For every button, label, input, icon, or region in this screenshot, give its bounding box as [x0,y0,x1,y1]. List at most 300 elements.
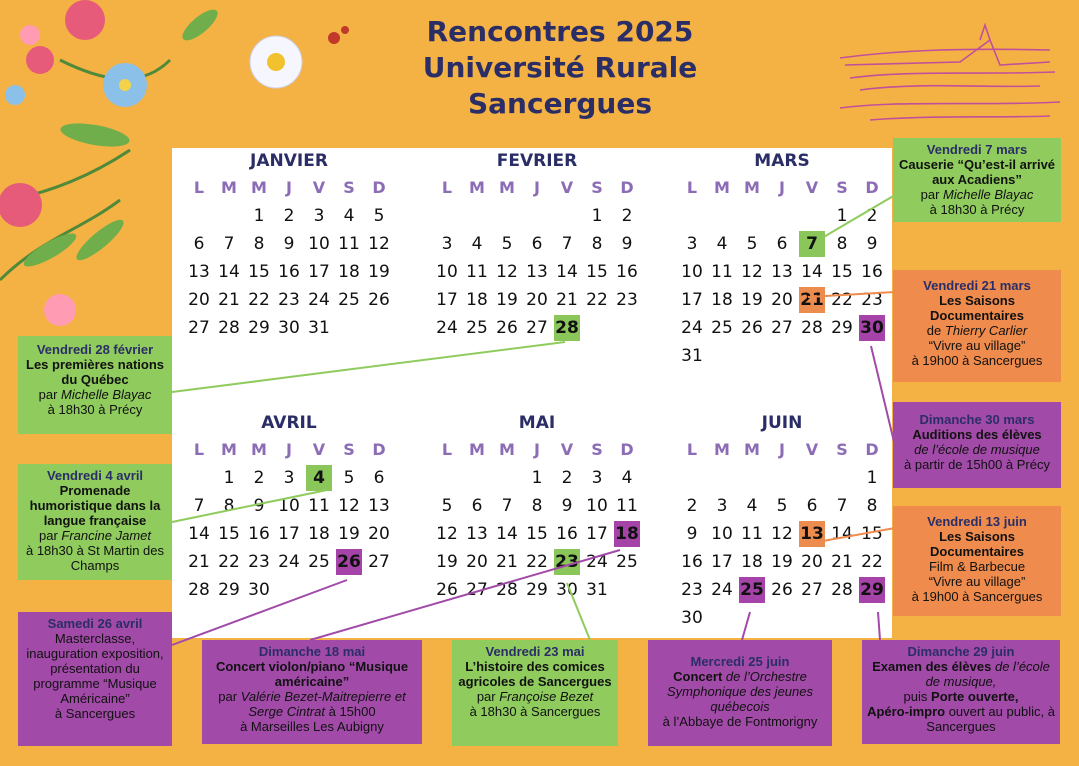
day-cell: 30 [248,580,270,600]
day-cell: 29 [248,318,270,338]
day-cell: 30 [681,608,703,628]
day-cell: 26 [741,318,763,338]
day-cell: 26 [436,580,458,600]
day-cell-event: 7 [799,231,825,257]
event-title: L’histoire des comices agricoles de Sancergues [458,659,612,689]
day-cell: 4 [471,234,483,254]
event-date: Vendredi 7 mars [926,142,1028,157]
day-cell: 22 [586,290,608,310]
day-cell: 28 [831,580,853,600]
event-title: Concert violon/piano “Musique américaine” [215,659,409,689]
weekday-label: S [836,440,848,459]
day-cell: 17 [308,262,330,282]
event-apero: Apéro-impro [867,704,946,719]
event-apr4 [18,464,172,580]
connector-jun29 [878,612,880,640]
weekday-label: J [779,440,785,459]
day-cell: 4 [746,496,758,516]
event-title: Les Saisons Documentaires [930,529,1024,559]
weekday-label: S [343,440,355,459]
day-cell: 9 [283,234,295,254]
day-cell: 15 [586,262,608,282]
day-cell: 13 [526,262,548,282]
event-by: par [920,187,940,202]
connector-mar30 [871,346,895,446]
day-cell: 8 [253,234,265,254]
event-where: à l’Abbaye de Fontmorigny [662,714,818,729]
day-cell: 19 [496,290,518,310]
day-cell: 1 [531,468,543,488]
day-cell: 25 [616,552,638,572]
weekday-label: M [499,178,515,197]
day-cell: 30 [556,580,578,600]
day-cell: 31 [681,346,703,366]
day-cell: 10 [308,234,330,254]
day-cell: 19 [436,552,458,572]
day-cell: 13 [188,262,210,282]
month-name: AVRIL [261,413,317,433]
day-cell: 11 [741,524,763,544]
day-cell: 8 [223,496,235,516]
day-cell: 12 [338,496,360,516]
weekday-label: M [221,440,237,459]
day-cell: 25 [308,552,330,572]
event-date: Vendredi 13 juin [927,514,1027,529]
day-cell: 21 [218,290,240,310]
day-cell: 19 [368,262,390,282]
event-date: Dimanche 30 mars [919,412,1035,427]
day-cell: 19 [338,524,360,544]
event-film: “Vivre au village” [928,574,1026,589]
day-cell: 24 [711,580,733,600]
day-cell: 18 [711,290,733,310]
connector-mar21 [808,292,895,297]
event-where: à 19h00 à Sancergues [911,353,1043,368]
day-cell: 23 [861,290,883,310]
event-title: Les premières nations du Québec [26,357,164,387]
day-cell: 27 [771,318,793,338]
weekday-label: V [560,178,574,197]
day-cell: 9 [866,234,878,254]
day-cell: 19 [741,290,763,310]
day-cell: 5 [373,206,385,226]
day-cell: 11 [308,496,330,516]
day-cell: 9 [621,234,633,254]
day-cell: 10 [436,262,458,282]
day-cell-event: 4 [306,465,332,491]
event-film: “Vivre au village” [928,338,1026,353]
day-cell: 17 [586,524,608,544]
day-cell: 12 [771,524,793,544]
weekday-label: S [591,440,603,459]
event-by: par [38,528,58,543]
day-cell: 5 [776,496,788,516]
event-where: à 18h30 à Précy [929,202,1025,217]
event-body: Masterclasse, inauguration exposition, présentation du programme “Musique Américaine” [26,631,164,706]
weekday-label: V [312,178,326,197]
day-cell: 4 [621,468,633,488]
event-may18 [202,640,422,744]
event-apr26 [18,612,172,746]
day-cell: 5 [501,234,513,254]
day-cell: 4 [716,234,728,254]
title-line-3: Sancergues [467,87,653,120]
day-cell-event: 23 [554,549,580,575]
month-name: FEVRIER [496,151,578,171]
weekday-label: M [744,178,760,197]
day-cell: 10 [711,524,733,544]
weekday-label: M [714,440,730,459]
day-cell: 9 [561,496,573,516]
weekday-label: D [372,440,386,459]
day-cell: 2 [283,206,295,226]
event-where: à 19h00 à Sancergues [911,589,1043,604]
day-cell: 17 [681,290,703,310]
day-cell: 12 [496,262,518,282]
day-cell: 18 [308,524,330,544]
day-cell: 16 [681,552,703,572]
connector-may23 [567,583,590,640]
weekday-label: L [441,440,453,459]
event-title: Causerie “Qu’est-il arrivé aux Acadiens” [898,157,1056,187]
connector-jun13 [823,528,895,541]
day-cell: 28 [188,580,210,600]
month-name: JANVIER [250,151,328,171]
event-title: Les Saisons Documentaires [930,293,1024,323]
event-date: Samedi 26 avril [47,616,143,631]
event-date: Vendredi 4 avril [46,468,144,483]
day-cell: 26 [368,290,390,310]
weekday-label: M [251,178,267,197]
day-cell: 6 [776,234,788,254]
day-cell: 29 [526,580,548,600]
day-cell: 11 [616,496,638,516]
weekday-label: L [441,178,453,197]
weekday-label: J [534,440,540,459]
day-cell: 3 [283,468,295,488]
day-cell: 6 [471,496,483,516]
day-cell: 21 [496,552,518,572]
weekday-label: M [469,178,485,197]
connector-mar7 [822,195,895,238]
day-cell: 17 [436,290,458,310]
connector-jun25 [742,612,750,640]
day-cell: 25 [711,318,733,338]
weekday-label: L [193,440,205,459]
event-by: par [38,387,58,402]
day-cell: 14 [188,524,210,544]
event-speaker: Michelle Blayac [943,187,1034,202]
day-cell: 10 [681,262,703,282]
weekday-label: S [836,178,848,197]
day-cell: 22 [831,290,853,310]
weekday-label: J [534,178,540,197]
day-cell: 7 [193,496,205,516]
event-open: Porte ouverte, [931,689,1019,704]
event-speaker: Francine Jamet [61,528,151,543]
day-cell: 15 [248,262,270,282]
day-cell: 28 [801,318,823,338]
day-cell: 18 [338,262,360,282]
title-line-1: Rencontres 2025 [426,15,694,48]
day-cell: 22 [218,552,240,572]
weekday-label: D [865,178,879,197]
weekday-label: M [469,440,485,459]
day-cell: 16 [248,524,270,544]
day-cell: 23 [278,290,300,310]
day-cell: 20 [188,290,210,310]
day-cell: 30 [278,318,300,338]
event-where: à 18h30 à Sancergues [469,704,601,719]
weekday-label: V [805,440,819,459]
event-music: de l’école de musique [914,442,1040,457]
day-cell: 6 [806,496,818,516]
event-title: Promenade humoristique dans la langue française [29,483,161,528]
weekday-label: D [620,440,634,459]
weekday-label: L [686,178,698,197]
day-cell: 24 [308,290,330,310]
day-cell: 5 [343,468,355,488]
day-cell: 14 [218,262,240,282]
weekday-label: M [499,440,515,459]
event-by: par [476,689,496,704]
day-cell: 2 [621,206,633,226]
weekday-label: S [343,178,355,197]
day-cell: 28 [496,580,518,600]
day-cell: 24 [681,318,703,338]
day-cell: 16 [278,262,300,282]
event-jun25 [648,640,832,746]
day-cell: 11 [466,262,488,282]
day-cell: 11 [711,262,733,282]
weekday-label: M [744,440,760,459]
day-cell: 31 [308,318,330,338]
event-title: Concert [673,669,723,684]
event-speaker: Michelle Blayac [61,387,152,402]
event-may23 [452,640,618,746]
day-cell: 24 [436,318,458,338]
day-cell: 22 [248,290,270,310]
event-mar7 [893,138,1061,222]
day-cell: 2 [866,206,878,226]
day-cell: 31 [586,580,608,600]
month-name: MAI [518,413,556,433]
day-cell: 27 [801,580,823,600]
day-cell-event: 28 [554,315,580,341]
weekday-label: L [193,178,205,197]
day-cell: 14 [831,524,853,544]
day-cell: 11 [338,234,360,254]
day-cell: 6 [531,234,543,254]
event-where: à 18h30 à Précy [47,402,143,417]
day-cell: 8 [531,496,543,516]
event-by: de [926,323,942,338]
event-jun13 [893,506,1061,616]
day-cell-event: 26 [336,549,362,575]
day-cell: 16 [556,524,578,544]
day-cell: 1 [253,206,265,226]
weekday-label: J [779,178,785,197]
event-by: par [218,689,238,704]
day-cell: 23 [248,552,270,572]
event-jun29 [862,640,1060,744]
event-extra: Film & Barbecue [928,559,1026,574]
day-cell: 26 [771,580,793,600]
day-cell: 21 [556,290,578,310]
day-cell: 18 [466,290,488,310]
day-cell: 13 [771,262,793,282]
day-cell: 27 [526,318,548,338]
day-cell: 16 [616,262,638,282]
day-cell: 4 [343,206,355,226]
weekday-label: M [714,178,730,197]
day-cell: 22 [526,552,548,572]
event-then: puis [903,689,928,704]
day-cell: 1 [591,206,603,226]
title-line-2: Université Rurale [422,51,698,84]
day-cell: 25 [466,318,488,338]
day-cell: 20 [526,290,548,310]
day-cell: 14 [496,524,518,544]
day-cell-event: 30 [859,315,885,341]
event-mar21 [893,270,1061,382]
day-cell: 21 [831,552,853,572]
day-cell: 14 [556,262,578,282]
day-cell: 8 [591,234,603,254]
event-date: Vendredi 23 mai [485,644,585,659]
day-cell: 29 [831,318,853,338]
day-cell: 29 [218,580,240,600]
day-cell: 6 [373,468,385,488]
event-rest: ouvert au public, à Sancergues [926,704,1055,734]
event-date: Vendredi 21 mars [923,278,1031,293]
event-date: Dimanche 18 mai [258,644,366,659]
day-cell-event: 18 [614,521,640,547]
day-cell: 16 [861,262,883,282]
day-cell: 19 [771,552,793,572]
day-cell: 17 [278,524,300,544]
day-cell: 3 [686,234,698,254]
day-cell: 17 [711,552,733,572]
connector-feb28 [172,342,565,392]
day-cell: 20 [466,552,488,572]
day-cell: 15 [831,262,853,282]
event-where: à partir de 15h00 à Précy [904,457,1050,472]
event-where: à Sancergues [54,706,136,721]
event-speaker: Thierry Carlier [944,323,1028,338]
day-cell: 2 [253,468,265,488]
day-cell-event: 13 [799,521,825,547]
event-title: Examen des élèves [872,659,992,674]
weekday-label: L [686,440,698,459]
event-date: Mercredi 25 juin [690,654,790,669]
connector-apr26 [172,580,347,645]
day-cell: 9 [253,496,265,516]
day-cell: 15 [861,524,883,544]
day-cell: 26 [496,318,518,338]
day-cell: 18 [741,552,763,572]
day-cell: 20 [368,524,390,544]
day-cell: 3 [591,468,603,488]
day-cell: 15 [526,524,548,544]
event-feb28 [18,336,172,434]
day-cell: 10 [278,496,300,516]
day-cell: 25 [338,290,360,310]
weekday-label: J [286,440,292,459]
event-orch: de l’Orchestre Symphonique des jeunes québecois [667,669,813,714]
day-cell: 10 [586,496,608,516]
day-cell: 12 [436,524,458,544]
event-date: Dimanche 29 juin [907,644,1015,659]
day-cell: 7 [223,234,235,254]
event-time: à 15h00 [328,704,376,719]
day-cell-event: 21 [799,287,825,313]
day-cell: 5 [746,234,758,254]
day-cell: 7 [836,496,848,516]
event-mar30 [893,402,1061,488]
day-cell: 13 [466,524,488,544]
event-speaker: Valérie Bezet-Maitrepierre et Serge Cintrat [240,689,406,719]
day-cell: 1 [836,206,848,226]
day-cell: 3 [716,496,728,516]
event-where: à Marseilles Les Aubigny [240,719,384,734]
weekday-label: D [865,440,879,459]
weekday-label: V [805,178,819,197]
day-cell: 21 [188,552,210,572]
day-cell: 27 [466,580,488,600]
day-cell: 8 [836,234,848,254]
day-cell: 3 [441,234,453,254]
event-speaker: Françoise Bezet [499,689,594,704]
day-cell: 27 [188,318,210,338]
day-cell: 8 [866,496,878,516]
day-cell: 24 [278,552,300,572]
day-cell: 20 [801,552,823,572]
day-cell-event: 25 [739,577,765,603]
connector-apr4 [172,490,327,522]
weekday-label: J [286,178,292,197]
day-cell: 27 [368,552,390,572]
day-cell: 13 [368,496,390,516]
day-cell: 15 [218,524,240,544]
weekday-label: D [620,178,634,197]
connector-may18 [310,550,620,640]
day-cell: 1 [223,468,235,488]
day-cell: 7 [561,234,573,254]
event-date: Vendredi 28 février [36,342,154,357]
month-name: MARS [754,151,810,171]
weekday-label: S [591,178,603,197]
weekday-label: V [312,440,326,459]
day-cell: 14 [801,262,823,282]
weekday-label: M [221,178,237,197]
weekday-label: M [251,440,267,459]
day-cell: 12 [741,262,763,282]
day-cell: 23 [616,290,638,310]
day-cell: 20 [771,290,793,310]
day-cell: 28 [218,318,240,338]
day-cell: 3 [313,206,325,226]
weekday-label: D [372,178,386,197]
day-cell: 22 [861,552,883,572]
day-cell: 23 [681,580,703,600]
day-cell: 2 [561,468,573,488]
day-cell-event: 29 [859,577,885,603]
weekday-label: V [560,440,574,459]
month-name: JUIN [761,413,803,433]
day-cell: 24 [586,552,608,572]
day-cell: 2 [686,496,698,516]
